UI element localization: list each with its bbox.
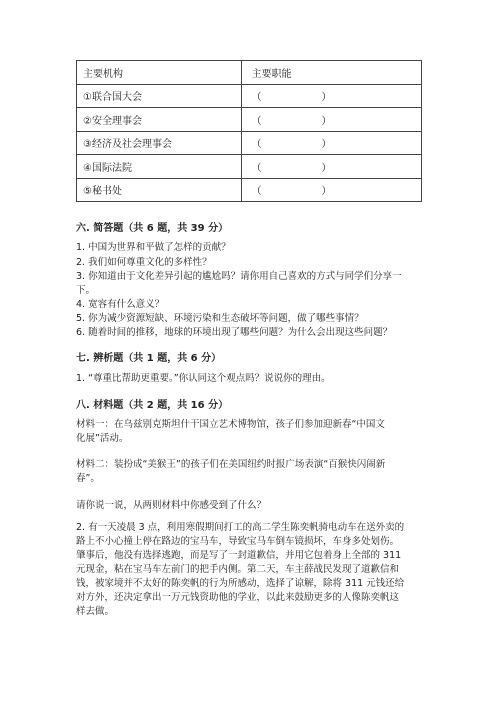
header-function: 主要职能 [241,61,421,85]
material-one: 材料一：在乌兹别克斯坦什干国立艺术博物馆，孩子们参加迎新春“中国文 化展”活动。 [76,419,385,444]
org-name: ②安全理事会 [77,108,242,132]
question-text: 1. “尊重比帮助更重要。”你认同这个观点吗？说说你的理由。 [76,373,331,384]
question-text: 2. 我们如何尊重文化的多样性？ [76,257,212,268]
org-name: ④国际法院 [77,155,242,179]
org-name: ①联合国大会 [77,84,242,108]
section-8-title: 八. 材料题（共 2 题，共 16 分） [76,400,229,411]
question-two-text: 2. 有一天凌晨 3 点，利用寒假期间打工的高二学生陈奕帆骑电动车在送外卖的 路上不小心撞上停在路边的宝马车，导致宝马车倒车镜损坏，车身多处划伤。 肇事后，他没有选择逃跑，而是写了一封道歉信，并用它包着身上全部的 311 元现金，粘在宝马车左前门的把手内侧。第二天，车主薛战民发现了道歉信和 钱，被家境并不太好的陈奕帆的行为所感动，选择了谅解，除将 311 元钱还给 对方外，还决定拿出一万元钱资助他的学业，以此来鼓励更多的人像陈奕帆这 样去做。 [76,522,405,617]
question-text: 5. 你为减少资源短缺、环境污染和生态破坏等问题，做了哪些事情？ [76,313,364,324]
material-two: 材料二：装扮成“美猴王”的孩子们在美国纽约时报广场表演“百猴快闪闹新 春”。 [76,459,386,484]
table-row [77,108,422,132]
answer-blank: （ ） [241,108,421,132]
table-row [77,155,422,179]
material-prompt: 请你说一说，从两则材料中你感受到了什么？ [76,500,267,511]
answer-blank: （ ） [241,155,421,179]
section-6-title: 六. 简答题（共 6 题，共 39 分） [76,223,229,234]
table-row [77,178,422,202]
header-org: 主要机构 [77,61,242,85]
org-name: ③经济及社会理事会 [77,131,242,155]
table-header-row [77,61,422,85]
question-text: 下。 [76,285,96,296]
table-row [77,131,422,155]
section-7-title: 七. 辨析题（共 1 题，共 6 分） [76,353,222,364]
org-name: ⑤秘书处 [77,178,242,202]
answer-blank: （ ） [241,178,421,202]
question-text: 4. 宽容有什么意义？ [76,299,165,310]
question-text: 6. 随着时间的推移，地球的环境出现了哪些问题？为什么会出现这些问题？ [76,327,393,338]
table-row [77,84,422,108]
question-text: 3. 你知道由于文化差异引起的尴尬吗？请你用自己喜欢的方式与同学们分享一 [76,271,402,282]
answer-blank: （ ） [241,84,421,108]
question-text: 1. 中国为世界和平做了怎样的贡献？ [76,242,231,253]
un-organs-table [76,60,422,202]
answer-blank: （ ） [241,131,421,155]
